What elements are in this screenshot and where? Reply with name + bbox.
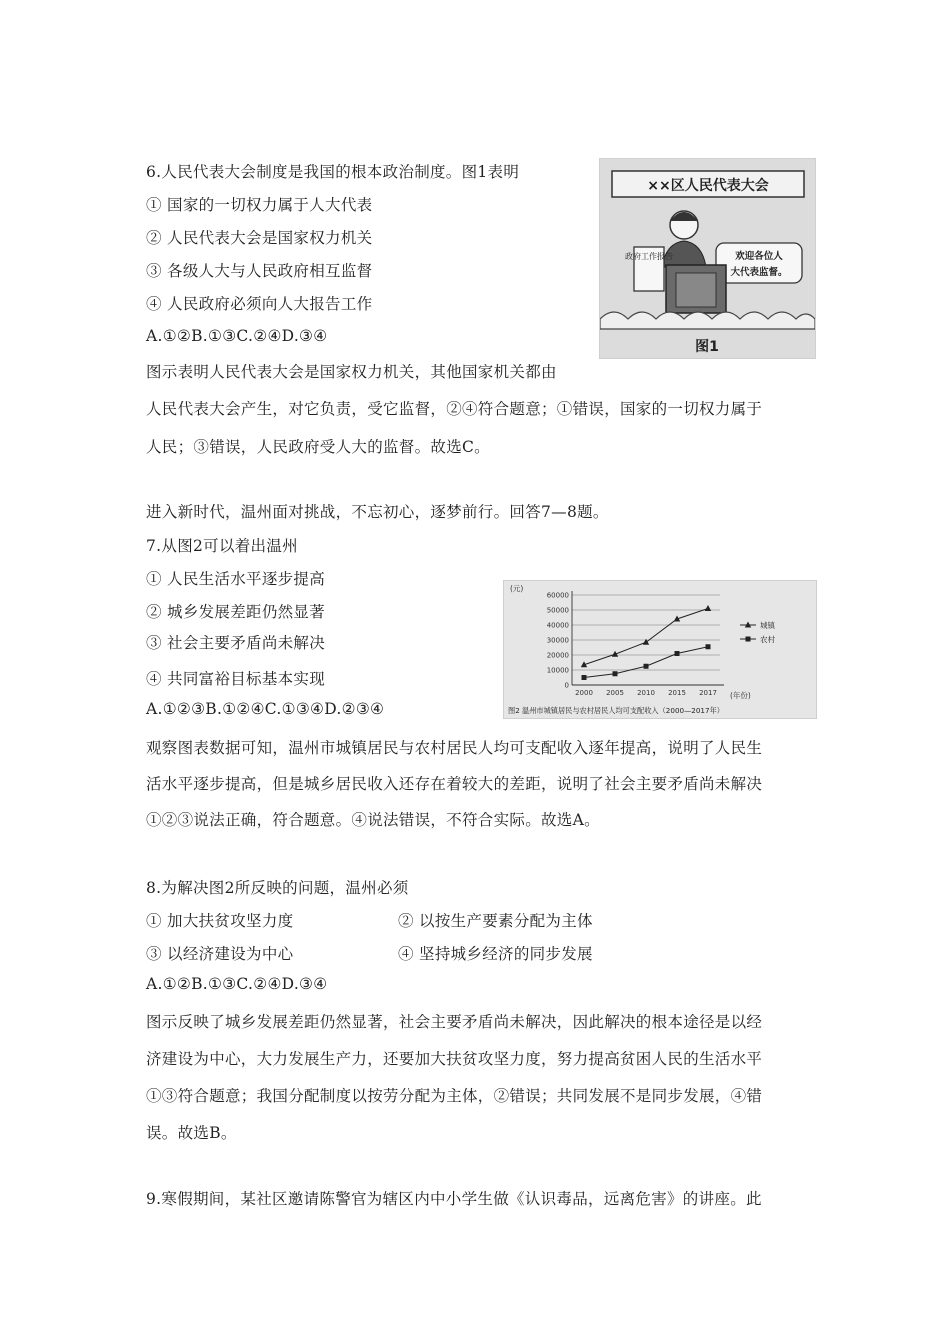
income-line-chart — [504, 581, 816, 718]
podium-panel — [676, 273, 716, 307]
section-intro: 进入新时代，温州面对挑战，不忘初心，逐梦前行。回答7—8题。 — [146, 503, 609, 521]
legend-label: 城镇 — [760, 621, 775, 630]
y-tick-label: 0 — [564, 681, 569, 690]
x-tick-label: 2015 — [668, 689, 686, 697]
data-point-square — [706, 644, 711, 649]
legend-marker-square — [746, 637, 751, 642]
q6-explanation-1: 图示表明人民代表大会是国家权力机关，其他国家机关都由 — [146, 363, 557, 381]
data-point-square — [613, 671, 618, 676]
data-point-square — [582, 675, 587, 680]
x-unit-label: (年份) — [730, 691, 751, 700]
q8-option-3: ③ 以经济建设为中心 — [146, 945, 294, 963]
q7-option-1: ① 人民生活水平逐步提高 — [146, 570, 326, 588]
q8-explanation-3: ①③符合题意；我国分配制度以按劳分配为主体，②错误；共同发展不是同步发展，④错 — [146, 1087, 763, 1105]
q6-option-3: ③ 各级人大与人民政府相互监督 — [146, 262, 373, 280]
y-tick-label: 20000 — [546, 651, 569, 660]
q8-stem: 8.为解决图2所反映的问题，温州必须 — [146, 879, 409, 897]
q7-stem: 7.从图2可以着出温州 — [146, 537, 298, 555]
q6-stem: 6.人民代表大会制度是我国的根本政治制度。图1表明 — [146, 163, 520, 181]
q7-choices: A.①②③B.①②④C.①③④D.②③④ — [146, 700, 385, 718]
q8-explanation-2: 济建设为中心，大力发展生产力，还要加大扶贫攻坚力度，努力提高贫困人民的生活水平 — [146, 1050, 763, 1068]
q6-option-4: ④ 人民政府必须向人大报告工作 — [146, 295, 373, 313]
speech-line-2: 大代表监督。 — [730, 267, 788, 278]
q6-option-2: ② 人民代表大会是国家权力机关 — [146, 229, 373, 247]
q7-option-3: ③ 社会主要矛盾尚未解决 — [146, 634, 326, 652]
data-point-square — [644, 664, 649, 669]
x-tick-label: 2005 — [606, 689, 624, 697]
q6-explanation-3: 人民；③错误，人民政府受人大的监督。故选C。 — [146, 438, 490, 456]
legend-label: 农村 — [760, 635, 775, 644]
q7-option-2: ② 城乡发展差距仍然显著 — [146, 603, 326, 621]
figure-1-illustration — [600, 159, 815, 358]
y-tick-label: 40000 — [546, 621, 569, 630]
q8-choices: A.①②B.①③C.②④D.③④ — [146, 975, 328, 993]
q8-explanation-4: 误。故选B。 — [146, 1124, 237, 1142]
q7-explanation-3: ①②③说法正确，符合题意。④说法错误，不符合实际。故选A。 — [146, 811, 600, 829]
speech-line-1: 欢迎各位人 — [735, 251, 783, 262]
q7-option-4: ④ 共同富裕目标基本实现 — [146, 670, 326, 688]
q7-explanation-2: 活水平逐步提高，但是城乡居民收入还存在着较大的差距，说明了社会主要矛盾尚未解决 — [146, 775, 763, 793]
x-tick-label: 2010 — [637, 689, 655, 697]
data-point-square — [675, 651, 680, 656]
y-tick-label: 10000 — [546, 666, 569, 675]
q8-option-2: ② 以按生产要素分配为主体 — [398, 912, 593, 930]
q6-explanation-2: 人民代表大会产生，对它负责，受它监督，②④符合题意；①错误，国家的一切权力属于 — [146, 400, 763, 418]
report-sign-text: 政府工作报告 — [625, 252, 673, 261]
q7-explanation-1: 观察图表数据可知，温州市城镇居民与农村居民人均可支配收入逐年提高，说明了人民生 — [146, 739, 763, 757]
x-tick-label: 2000 — [575, 689, 593, 697]
figure-1-caption: 图1 — [695, 339, 719, 355]
figure-2 — [503, 580, 817, 719]
banner-text: ××区人民代表大会 — [647, 178, 769, 194]
q8-explanation-1: 图示反映了城乡发展差距仍然显著，社会主要矛盾尚未解决，因此解决的根本途径是以经 — [146, 1013, 763, 1031]
y-tick-label: 30000 — [546, 636, 569, 645]
x-tick-label: 2017 — [699, 689, 717, 697]
y-unit-label: (元) — [510, 584, 524, 593]
q6-choices: A.①②B.①③C.②④D.③④ — [146, 327, 328, 345]
figure-1 — [599, 158, 816, 359]
q8-option-4: ④ 坚持城乡经济的同步发展 — [398, 945, 593, 963]
y-tick-label: 50000 — [546, 606, 569, 615]
figure-2-caption: 图2 温州市城镇居民与农村居民人均可支配收入（2000—2017年） — [508, 706, 724, 715]
q6-option-1: ① 国家的一切权力属于人大代表 — [146, 196, 373, 214]
q8-option-1: ① 加大扶贫攻坚力度 — [146, 912, 294, 930]
q9-stem: 9.寒假期间，某社区邀请陈警官为辖区内中小学生做《认识毒品，远离危害》的讲座。此 — [146, 1190, 762, 1208]
y-tick-label: 60000 — [546, 591, 569, 600]
